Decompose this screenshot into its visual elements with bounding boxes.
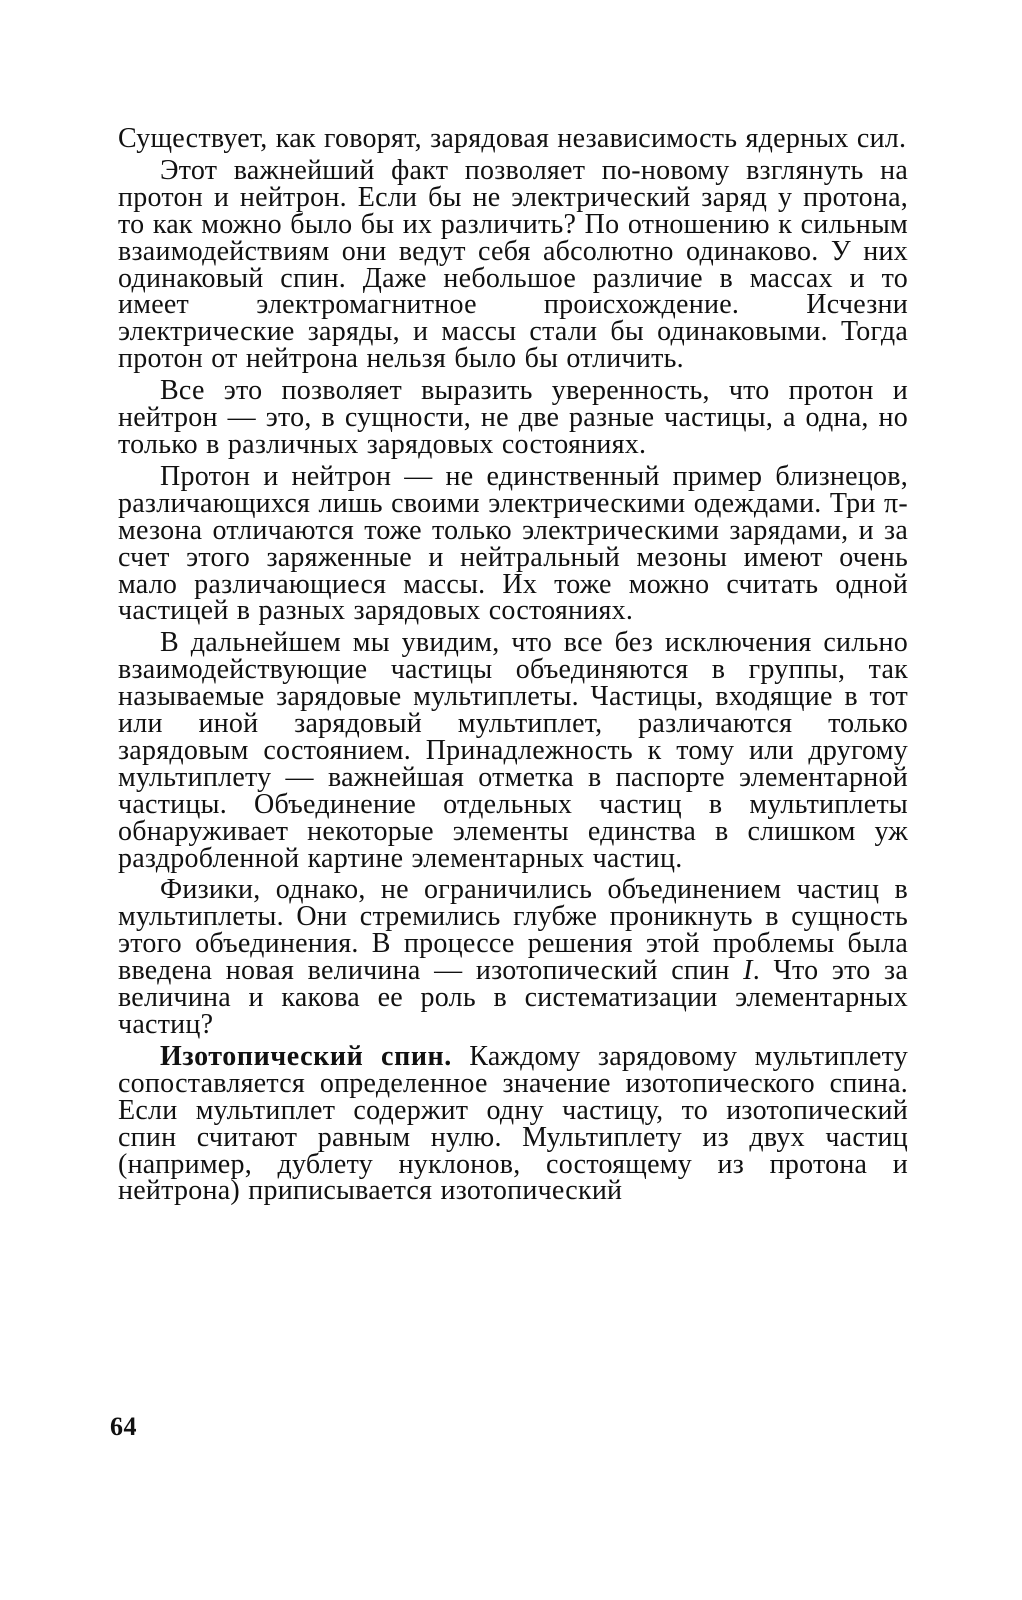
paragraph-7-text: Каждому зарядовому мультиплету сопоставляется определенное значение изотопического спина. Если мультиплет содержит одну частицу, то изотопический спин считают равным нулю. Мультиплету из двух частиц (например, дублету нуклонов, состоящему из протона и нейтрона) приписывается изотопический [118,1040,908,1207]
paragraph-2: Этот важнейший факт позволяет по-новому взглянуть на протон и нейтрон. Если бы не электрический заряд у протона, то как можно было бы их различить? По отношению к сильным взаимодействиям они ведут себя абсолютно одинаково. У них одинаковый спин. Даже небольшое различие в массах и то имеет электромагнитное происхождение. Исчезни электрические заряды, и массы стали бы одинаковыми. Тогда протон от нейтрона нельзя было бы отличить. [118,154,908,375]
paragraph-1: Существует, как говорят, зарядовая независимость ядерных сил. [118,123,907,154]
paragraph-3: Все это позволяет выразить уверенность, что протон и нейтрон — это, в сущности, не две разные частицы, а одна, но только в различных зарядовых состояниях. [118,375,908,460]
page-number: 64 [110,1412,137,1441]
paragraph-6-text-before: Физики, однако, не ограничились объединением частиц в мультиплеты. Они стремились глубже проникнуть в сущность этого объединения. В процессе решения этой проблемы была введена новая величина — изотопический спин [118,874,908,987]
isospin-symbol: I [743,955,753,987]
paragraph-7 [118,1040,908,1207]
paragraph-4: Протон и нейтрон — не единственный пример близнецов, различающихся лишь своими электрическими одеждами. Три π-мезона отличаются тоже только электрическими зарядами, и за счет этого заряженные и нейтральный мезоны имеют очень мало различающиеся массы. Их тоже можно считать одной частицей в разных зарядовых состояниях. [118,460,908,627]
paragraph-6-text-after: . Что это за величина и какова ее роль в систематизации элементарных частиц? [118,955,909,1040]
page-body [118,123,909,1210]
paragraph-6 [118,874,909,1040]
section-heading-isospin: Изотопический спин. [160,1040,452,1072]
paragraph-5: В дальнейшем мы увидим, что все без исключения сильно взаимодействующие частицы объединяются в группы, так называемые зарядовые мультиплеты. Частицы, входящие в тот или иной зарядовый мультиплет, различаются только зарядовым состоянием. Принадлежность к тому или другому мультиплету — важнейшая отметка в паспорте элементарной частицы. Объединение отдельных частиц в мультиплеты обнаруживает некоторые элементы единства в слишком уж раздробленной картине элементарных частиц. [118,627,908,874]
